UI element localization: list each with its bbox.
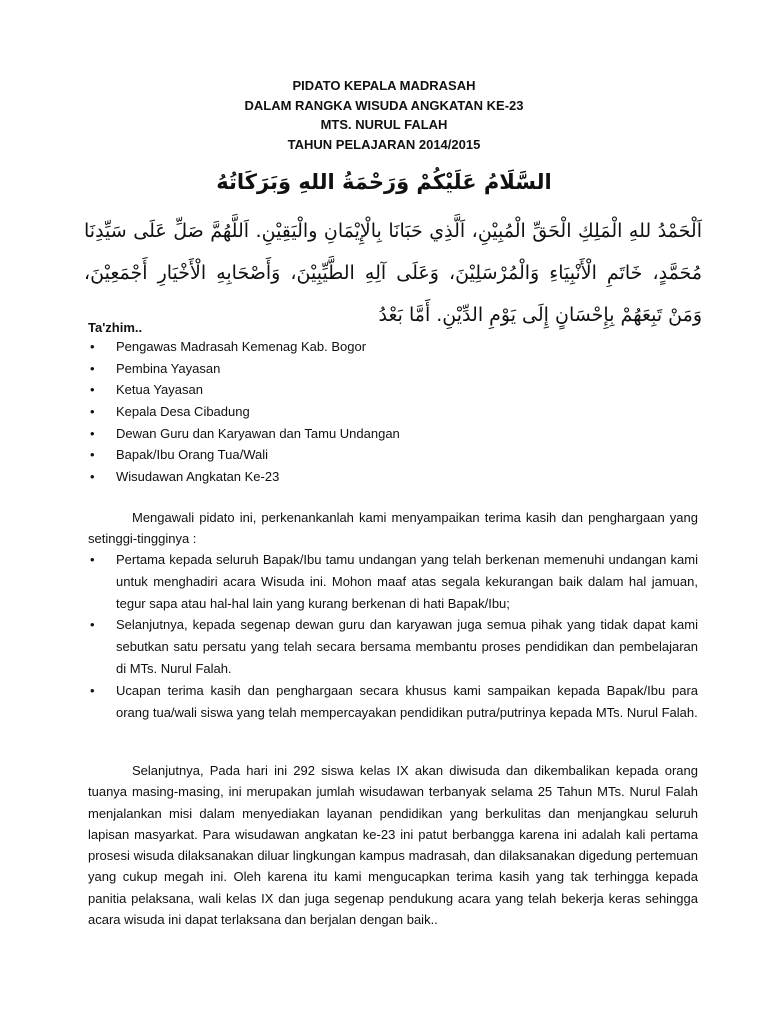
bullet-icon: •	[90, 682, 95, 698]
arabic-greeting: السَّلَامُ عَلَيْكُمْ وَرَحْمَةُ اللهِ وَبَرَكَاتُهُ	[216, 170, 552, 194]
guest-label: Ketua Yayasan	[116, 382, 203, 398]
bullet-icon: •	[90, 617, 95, 633]
list-item	[88, 444, 400, 466]
bullet-icon: •	[90, 404, 95, 420]
list-item	[88, 680, 698, 724]
guest-list	[88, 336, 400, 488]
thanks-text: Ucapan terima kasih dan penghargaan secara khusus kami sampaikan kepada Bapak/Ibu para orang tua/wali siswa yang telah mempercayakan pendidikan putra/putrinya kepada MTs. Nurul Falah.	[116, 682, 698, 720]
guest-label: Pembina Yayasan	[116, 360, 221, 376]
list-item	[88, 401, 400, 423]
guest-label: Dewan Guru dan Karyawan dan Tamu Undangan	[116, 425, 400, 441]
title-line-3: MTS. NURUL FALAH	[320, 117, 448, 132]
list-item	[88, 549, 698, 614]
bullet-icon: •	[90, 382, 95, 398]
bullet-icon: •	[90, 425, 95, 441]
closing-paragraph	[88, 760, 698, 930]
bullet-icon: •	[90, 447, 95, 463]
bullet-icon: •	[90, 360, 95, 376]
title-line-2: DALAM RANGKA WISUDA ANGKATAN KE-23	[244, 97, 524, 113]
list-item	[88, 379, 400, 401]
thanks-text: Pertama kepada seluruh Bapak/Ibu tamu undangan yang telah berkenan memenuhi undangan kami untuk menghadiri acara Wisuda ini. Mohon maaf atas segala kekurangan baik dalam hal jamuan, tegur sapa atau hal-hal lain yang kurang berkenan di hati Bapak/Ibu;	[116, 552, 698, 611]
thanks-list	[88, 549, 698, 723]
guest-label: Bapak/Ibu Orang Tua/Wali	[116, 447, 268, 463]
title-line-1: PIDATO KEPALA MADRASAH	[292, 78, 476, 93]
intro-paragraph	[88, 507, 698, 550]
closing-text: Selanjutnya, Pada hari ini 292 siswa kelas IX akan diwisuda dan dikembalikan kepada orang tuanya masing-masing, ini merupakan jumlah wisudawan terbanyak selama 25 Tahun MTs. Nurul Falah menjalankan misi dalam menyediakan layanan pendidikan yang berkulitas dan menjangkau seluruh lapisan masyarkat. Para wisudawan angkatan ke-23 ini patut berbangga karena ini adalah kali pertama prosesi wisuda dilaksanakan diluar lingkungan kampus madrasah, dan dilaksanakan digedung pertemuan yang cukup megah ini. Oleh karena itu kami mengucapkan terima kasih yang tak terhingga kepada panitia pelaksana, wali kelas IX dan juga segenap pendukung acara yang telah bekerja keras sehingga acara wisuda ini dapat terlaksana dan berjalan dengan baik..	[88, 763, 698, 928]
list-item	[88, 336, 400, 358]
intro-text: Mengawali pidato ini, perkenankanlah kami menyampaikan terima kasih dan penghargaan yang setinggi-tingginya :	[88, 510, 698, 547]
bullet-icon: •	[90, 469, 95, 485]
list-item	[88, 423, 400, 445]
list-item	[88, 466, 400, 488]
title-line-4: TAHUN PELAJARAN 2014/2015	[287, 136, 481, 152]
bullet-icon: •	[90, 552, 95, 567]
tazhim-heading: Ta'zhim..	[88, 320, 143, 335]
list-item	[88, 358, 400, 380]
arabic-opening-prayer: اَلْحَمْدُ للهِ الْمَلِكِ الْحَقِّ الْمُبِيْنِ، اَلَّذِي حَبَانَا بِالْإِيْمَانِ والْيَقِيْنِ. اَللَّهُمَّ صَلِّ عَلَى سَيِّدِنَا مُحَمَّدٍ، خَاتَمِ الْأَنْبِيَاءِ وَالْمُرْسَلِيْنَ، وَعَلَى آلِهِ الطَّيِّبِيْنَ، وَأَصْحَابِهِ الْأَخْيَارِ أَجْمَعِيْنَ، وَمَنْ تَبِعَهُمْ بِإِحْسَانٍ إِلَى يَوْمِ الدِّيْنِ. أَمَّا بَعْدُ	[84, 220, 702, 326]
guest-label: Pengawas Madrasah Kemenag Kab. Bogor	[116, 339, 367, 354]
guest-label: Kepala Desa Cibadung	[116, 404, 250, 420]
document-title	[0, 76, 768, 154]
list-item	[88, 614, 698, 679]
guest-label: Wisudawan Angkatan Ke-23	[116, 469, 280, 485]
bullet-icon: •	[90, 339, 95, 354]
thanks-text: Selanjutnya, kepada segenap dewan guru dan karyawan juga semua pihak yang tidak dapat kami sebutkan satu persatu yang telah secara bersama membantu proses pendidikan dan pembelajaran di MTs. Nurul Falah.	[116, 617, 698, 676]
